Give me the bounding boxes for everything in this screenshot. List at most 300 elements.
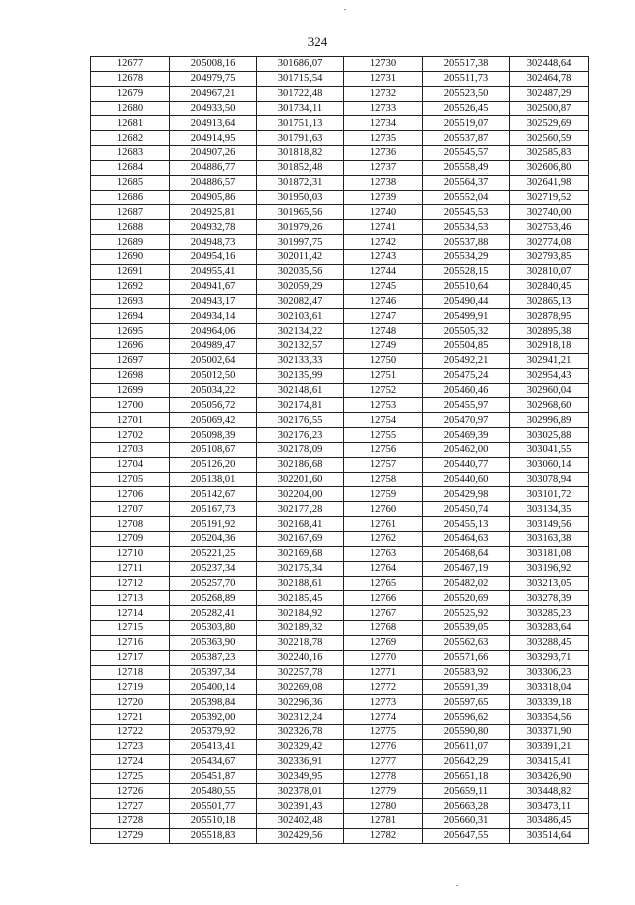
x-coordinate-cell: 205221,25 bbox=[170, 546, 257, 561]
point-number-cell: 12699 bbox=[91, 383, 170, 398]
point-number-cell: 12681 bbox=[91, 116, 170, 131]
y-coordinate-cell: 302189,32 bbox=[257, 621, 344, 636]
point-number-cell: 12729 bbox=[91, 828, 170, 843]
table-row bbox=[91, 561, 589, 576]
x-coordinate-cell: 205012,50 bbox=[170, 368, 257, 383]
y-coordinate-cell: 302204,00 bbox=[257, 487, 344, 502]
y-coordinate-cell: 302133,33 bbox=[257, 353, 344, 368]
table-row bbox=[91, 710, 589, 725]
y-coordinate-cell: 302941,21 bbox=[510, 353, 589, 368]
x-coordinate-cell: 205440,77 bbox=[423, 457, 510, 472]
table-row bbox=[91, 279, 589, 294]
point-number-cell: 12684 bbox=[91, 160, 170, 175]
y-coordinate-cell: 302560,59 bbox=[510, 131, 589, 146]
y-coordinate-cell: 303306,23 bbox=[510, 665, 589, 680]
y-coordinate-cell: 303293,71 bbox=[510, 650, 589, 665]
table-row bbox=[91, 502, 589, 517]
point-number-cell: 12737 bbox=[344, 160, 423, 175]
point-number-cell: 12721 bbox=[91, 710, 170, 725]
point-number-cell: 12765 bbox=[344, 576, 423, 591]
y-coordinate-cell: 303426,90 bbox=[510, 769, 589, 784]
table-row bbox=[91, 71, 589, 86]
y-coordinate-cell: 302641,98 bbox=[510, 175, 589, 190]
x-coordinate-cell: 205492,21 bbox=[423, 353, 510, 368]
table-row bbox=[91, 160, 589, 175]
x-coordinate-cell: 205469,39 bbox=[423, 428, 510, 443]
y-coordinate-cell: 303163,38 bbox=[510, 532, 589, 547]
y-coordinate-cell: 302585,83 bbox=[510, 146, 589, 161]
x-coordinate-cell: 205475,24 bbox=[423, 368, 510, 383]
x-coordinate-cell: 205462,00 bbox=[423, 442, 510, 457]
point-number-cell: 12781 bbox=[344, 814, 423, 829]
coordinates-table bbox=[90, 56, 589, 844]
point-number-cell: 12772 bbox=[344, 680, 423, 695]
point-number-cell: 12731 bbox=[344, 71, 423, 86]
y-coordinate-cell: 303448,82 bbox=[510, 784, 589, 799]
table-row bbox=[91, 57, 589, 72]
x-coordinate-cell: 205379,92 bbox=[170, 724, 257, 739]
x-coordinate-cell: 204964,06 bbox=[170, 324, 257, 339]
y-coordinate-cell: 302269,08 bbox=[257, 680, 344, 695]
y-coordinate-cell: 302448,64 bbox=[510, 57, 589, 72]
x-coordinate-cell: 205440,60 bbox=[423, 472, 510, 487]
x-coordinate-cell: 205518,83 bbox=[170, 828, 257, 843]
table-row bbox=[91, 190, 589, 205]
x-coordinate-cell: 205505,32 bbox=[423, 324, 510, 339]
y-coordinate-cell: 303196,92 bbox=[510, 561, 589, 576]
x-coordinate-cell: 205098,39 bbox=[170, 428, 257, 443]
point-number-cell: 12761 bbox=[344, 517, 423, 532]
point-number-cell: 12776 bbox=[344, 739, 423, 754]
table-row bbox=[91, 205, 589, 220]
x-coordinate-cell: 205303,80 bbox=[170, 621, 257, 636]
point-number-cell: 12764 bbox=[344, 561, 423, 576]
point-number-cell: 12743 bbox=[344, 249, 423, 264]
point-number-cell: 12720 bbox=[91, 695, 170, 710]
y-coordinate-cell: 302895,38 bbox=[510, 324, 589, 339]
point-number-cell: 12744 bbox=[344, 264, 423, 279]
page-number: 324 bbox=[307, 34, 328, 49]
point-number-cell: 12782 bbox=[344, 828, 423, 843]
y-coordinate-cell: 302793,85 bbox=[510, 249, 589, 264]
x-coordinate-cell: 205464,63 bbox=[423, 532, 510, 547]
y-coordinate-cell: 302954,43 bbox=[510, 368, 589, 383]
y-coordinate-cell: 302168,41 bbox=[257, 517, 344, 532]
table-row bbox=[91, 532, 589, 547]
y-coordinate-cell: 301852,48 bbox=[257, 160, 344, 175]
y-coordinate-cell: 302218,78 bbox=[257, 635, 344, 650]
y-coordinate-cell: 302740,00 bbox=[510, 205, 589, 220]
point-number-cell: 12712 bbox=[91, 576, 170, 591]
y-coordinate-cell: 303285,23 bbox=[510, 606, 589, 621]
point-number-cell: 12718 bbox=[91, 665, 170, 680]
point-number-cell: 12698 bbox=[91, 368, 170, 383]
x-coordinate-cell: 205069,42 bbox=[170, 413, 257, 428]
x-coordinate-cell: 205400,14 bbox=[170, 680, 257, 695]
point-number-cell: 12691 bbox=[91, 264, 170, 279]
table-row bbox=[91, 754, 589, 769]
x-coordinate-cell: 205429,98 bbox=[423, 487, 510, 502]
point-number-cell: 12703 bbox=[91, 442, 170, 457]
table-row bbox=[91, 383, 589, 398]
y-coordinate-cell: 302500,87 bbox=[510, 101, 589, 116]
table-row bbox=[91, 591, 589, 606]
point-number-cell: 12768 bbox=[344, 621, 423, 636]
table-row bbox=[91, 413, 589, 428]
point-number-cell: 12685 bbox=[91, 175, 170, 190]
y-coordinate-cell: 302257,78 bbox=[257, 665, 344, 680]
y-coordinate-cell: 302391,43 bbox=[257, 799, 344, 814]
coordinates-table-body bbox=[91, 57, 589, 844]
y-coordinate-cell: 302103,61 bbox=[257, 309, 344, 324]
point-number-cell: 12726 bbox=[91, 784, 170, 799]
y-coordinate-cell: 303181,08 bbox=[510, 546, 589, 561]
y-coordinate-cell: 302774,08 bbox=[510, 235, 589, 250]
point-number-cell: 12759 bbox=[344, 487, 423, 502]
y-coordinate-cell: 303078,94 bbox=[510, 472, 589, 487]
y-coordinate-cell: 303149,56 bbox=[510, 517, 589, 532]
y-coordinate-cell: 302240,16 bbox=[257, 650, 344, 665]
table-row bbox=[91, 695, 589, 710]
table-row bbox=[91, 398, 589, 413]
point-number-cell: 12775 bbox=[344, 724, 423, 739]
x-coordinate-cell: 205451,87 bbox=[170, 769, 257, 784]
x-coordinate-cell: 205480,55 bbox=[170, 784, 257, 799]
point-number-cell: 12748 bbox=[344, 324, 423, 339]
point-number-cell: 12723 bbox=[91, 739, 170, 754]
y-coordinate-cell: 303134,35 bbox=[510, 502, 589, 517]
y-coordinate-cell: 302918,18 bbox=[510, 339, 589, 354]
x-coordinate-cell: 205138,01 bbox=[170, 472, 257, 487]
point-number-cell: 12741 bbox=[344, 220, 423, 235]
y-coordinate-cell: 303473,11 bbox=[510, 799, 589, 814]
y-coordinate-cell: 301965,56 bbox=[257, 205, 344, 220]
x-coordinate-cell: 205467,19 bbox=[423, 561, 510, 576]
point-number-cell: 12716 bbox=[91, 635, 170, 650]
x-coordinate-cell: 205525,92 bbox=[423, 606, 510, 621]
x-coordinate-cell: 205510,18 bbox=[170, 814, 257, 829]
y-coordinate-cell: 302529,69 bbox=[510, 116, 589, 131]
x-coordinate-cell: 204925,81 bbox=[170, 205, 257, 220]
point-number-cell: 12751 bbox=[344, 368, 423, 383]
point-number-cell: 12734 bbox=[344, 116, 423, 131]
y-coordinate-cell: 302840,45 bbox=[510, 279, 589, 294]
point-number-cell: 12730 bbox=[344, 57, 423, 72]
y-coordinate-cell: 303278,39 bbox=[510, 591, 589, 606]
x-coordinate-cell: 205534,53 bbox=[423, 220, 510, 235]
point-number-cell: 12771 bbox=[344, 665, 423, 680]
y-coordinate-cell: 303371,90 bbox=[510, 724, 589, 739]
table-row bbox=[91, 175, 589, 190]
x-coordinate-cell: 204954,16 bbox=[170, 249, 257, 264]
y-coordinate-cell: 303354,56 bbox=[510, 710, 589, 725]
table-row bbox=[91, 546, 589, 561]
x-coordinate-cell: 205539,05 bbox=[423, 621, 510, 636]
x-coordinate-cell: 205642,29 bbox=[423, 754, 510, 769]
point-number-cell: 12701 bbox=[91, 413, 170, 428]
y-coordinate-cell: 301950,03 bbox=[257, 190, 344, 205]
point-number-cell: 12755 bbox=[344, 428, 423, 443]
y-coordinate-cell: 302135,99 bbox=[257, 368, 344, 383]
point-number-cell: 12778 bbox=[344, 769, 423, 784]
table-row bbox=[91, 799, 589, 814]
y-coordinate-cell: 302082,47 bbox=[257, 294, 344, 309]
y-coordinate-cell: 302464,78 bbox=[510, 71, 589, 86]
y-coordinate-cell: 302996,89 bbox=[510, 413, 589, 428]
x-coordinate-cell: 205590,80 bbox=[423, 724, 510, 739]
y-coordinate-cell: 302059,29 bbox=[257, 279, 344, 294]
table-row bbox=[91, 353, 589, 368]
point-number-cell: 12693 bbox=[91, 294, 170, 309]
point-number-cell: 12735 bbox=[344, 131, 423, 146]
y-coordinate-cell: 303514,64 bbox=[510, 828, 589, 843]
y-coordinate-cell: 302176,55 bbox=[257, 413, 344, 428]
table-row bbox=[91, 606, 589, 621]
y-coordinate-cell: 302336,91 bbox=[257, 754, 344, 769]
y-coordinate-cell: 303318,04 bbox=[510, 680, 589, 695]
x-coordinate-cell: 205482,02 bbox=[423, 576, 510, 591]
point-number-cell: 12689 bbox=[91, 235, 170, 250]
point-number-cell: 12683 bbox=[91, 146, 170, 161]
x-coordinate-cell: 205663,28 bbox=[423, 799, 510, 814]
y-coordinate-cell: 301872,31 bbox=[257, 175, 344, 190]
scan-speck bbox=[456, 885, 458, 886]
x-coordinate-cell: 205519,07 bbox=[423, 116, 510, 131]
point-number-cell: 12682 bbox=[91, 131, 170, 146]
y-coordinate-cell: 303025,88 bbox=[510, 428, 589, 443]
x-coordinate-cell: 205257,70 bbox=[170, 576, 257, 591]
x-coordinate-cell: 205363,90 bbox=[170, 635, 257, 650]
table-row bbox=[91, 368, 589, 383]
x-coordinate-cell: 204905,86 bbox=[170, 190, 257, 205]
point-number-cell: 12722 bbox=[91, 724, 170, 739]
table-row bbox=[91, 769, 589, 784]
point-number-cell: 12680 bbox=[91, 101, 170, 116]
x-coordinate-cell: 205571,66 bbox=[423, 650, 510, 665]
y-coordinate-cell: 301818,82 bbox=[257, 146, 344, 161]
point-number-cell: 12705 bbox=[91, 472, 170, 487]
y-coordinate-cell: 302167,69 bbox=[257, 532, 344, 547]
x-coordinate-cell: 205470,97 bbox=[423, 413, 510, 428]
table-row bbox=[91, 309, 589, 324]
y-coordinate-cell: 301791,63 bbox=[257, 131, 344, 146]
table-row bbox=[91, 442, 589, 457]
y-coordinate-cell: 302148,61 bbox=[257, 383, 344, 398]
x-coordinate-cell: 205517,38 bbox=[423, 57, 510, 72]
y-coordinate-cell: 302349,95 bbox=[257, 769, 344, 784]
y-coordinate-cell: 303060,14 bbox=[510, 457, 589, 472]
y-coordinate-cell: 302174,81 bbox=[257, 398, 344, 413]
y-coordinate-cell: 303339,18 bbox=[510, 695, 589, 710]
x-coordinate-cell: 205434,67 bbox=[170, 754, 257, 769]
table-row bbox=[91, 294, 589, 309]
x-coordinate-cell: 205596,62 bbox=[423, 710, 510, 725]
point-number-cell: 12732 bbox=[344, 86, 423, 101]
x-coordinate-cell: 205523,50 bbox=[423, 86, 510, 101]
point-number-cell: 12728 bbox=[91, 814, 170, 829]
x-coordinate-cell: 205510,64 bbox=[423, 279, 510, 294]
point-number-cell: 12742 bbox=[344, 235, 423, 250]
point-number-cell: 12747 bbox=[344, 309, 423, 324]
y-coordinate-cell: 301722,48 bbox=[257, 86, 344, 101]
point-number-cell: 12710 bbox=[91, 546, 170, 561]
point-number-cell: 12678 bbox=[91, 71, 170, 86]
table-row bbox=[91, 487, 589, 502]
x-coordinate-cell: 205528,15 bbox=[423, 264, 510, 279]
y-coordinate-cell: 302185,45 bbox=[257, 591, 344, 606]
point-number-cell: 12695 bbox=[91, 324, 170, 339]
table-row bbox=[91, 828, 589, 843]
table-row bbox=[91, 472, 589, 487]
point-number-cell: 12752 bbox=[344, 383, 423, 398]
y-coordinate-cell: 302175,34 bbox=[257, 561, 344, 576]
point-number-cell: 12749 bbox=[344, 339, 423, 354]
x-coordinate-cell: 205558,49 bbox=[423, 160, 510, 175]
x-coordinate-cell: 205204,36 bbox=[170, 532, 257, 547]
point-number-cell: 12686 bbox=[91, 190, 170, 205]
x-coordinate-cell: 204943,17 bbox=[170, 294, 257, 309]
point-number-cell: 12709 bbox=[91, 532, 170, 547]
y-coordinate-cell: 302177,28 bbox=[257, 502, 344, 517]
x-coordinate-cell: 205537,88 bbox=[423, 235, 510, 250]
y-coordinate-cell: 302429,56 bbox=[257, 828, 344, 843]
x-coordinate-cell: 205056,72 bbox=[170, 398, 257, 413]
point-number-cell: 12679 bbox=[91, 86, 170, 101]
y-coordinate-cell: 302134,22 bbox=[257, 324, 344, 339]
point-number-cell: 12708 bbox=[91, 517, 170, 532]
x-coordinate-cell: 204979,75 bbox=[170, 71, 257, 86]
x-coordinate-cell: 205501,77 bbox=[170, 799, 257, 814]
x-coordinate-cell: 205499,91 bbox=[423, 309, 510, 324]
y-coordinate-cell: 302378,01 bbox=[257, 784, 344, 799]
x-coordinate-cell: 205455,13 bbox=[423, 517, 510, 532]
y-coordinate-cell: 303486,45 bbox=[510, 814, 589, 829]
y-coordinate-cell: 302719,52 bbox=[510, 190, 589, 205]
table-row bbox=[91, 517, 589, 532]
x-coordinate-cell: 205108,67 bbox=[170, 442, 257, 457]
x-coordinate-cell: 205460,46 bbox=[423, 383, 510, 398]
x-coordinate-cell: 205034,22 bbox=[170, 383, 257, 398]
y-coordinate-cell: 301751,13 bbox=[257, 116, 344, 131]
point-number-cell: 12780 bbox=[344, 799, 423, 814]
point-number-cell: 12715 bbox=[91, 621, 170, 636]
point-number-cell: 12714 bbox=[91, 606, 170, 621]
point-number-cell: 12687 bbox=[91, 205, 170, 220]
point-number-cell: 12717 bbox=[91, 650, 170, 665]
x-coordinate-cell: 204932,78 bbox=[170, 220, 257, 235]
point-number-cell: 12769 bbox=[344, 635, 423, 650]
x-coordinate-cell: 205651,18 bbox=[423, 769, 510, 784]
x-coordinate-cell: 205583,92 bbox=[423, 665, 510, 680]
y-coordinate-cell: 303101,72 bbox=[510, 487, 589, 502]
table-row bbox=[91, 635, 589, 650]
point-number-cell: 12694 bbox=[91, 309, 170, 324]
y-coordinate-cell: 301997,75 bbox=[257, 235, 344, 250]
x-coordinate-cell: 205126,20 bbox=[170, 457, 257, 472]
y-coordinate-cell: 302606,80 bbox=[510, 160, 589, 175]
y-coordinate-cell: 302878,95 bbox=[510, 309, 589, 324]
x-coordinate-cell: 205545,53 bbox=[423, 205, 510, 220]
x-coordinate-cell: 205397,34 bbox=[170, 665, 257, 680]
x-coordinate-cell: 205398,84 bbox=[170, 695, 257, 710]
x-coordinate-cell: 205526,45 bbox=[423, 101, 510, 116]
y-coordinate-cell: 301979,26 bbox=[257, 220, 344, 235]
x-coordinate-cell: 205387,23 bbox=[170, 650, 257, 665]
y-coordinate-cell: 302035,56 bbox=[257, 264, 344, 279]
table-row bbox=[91, 324, 589, 339]
x-coordinate-cell: 205611,07 bbox=[423, 739, 510, 754]
y-coordinate-cell: 302810,07 bbox=[510, 264, 589, 279]
x-coordinate-cell: 205413,41 bbox=[170, 739, 257, 754]
point-number-cell: 12711 bbox=[91, 561, 170, 576]
y-coordinate-cell: 301686,07 bbox=[257, 57, 344, 72]
point-number-cell: 12767 bbox=[344, 606, 423, 621]
y-coordinate-cell: 302176,23 bbox=[257, 428, 344, 443]
x-coordinate-cell: 204886,77 bbox=[170, 160, 257, 175]
y-coordinate-cell: 302865,13 bbox=[510, 294, 589, 309]
table-row bbox=[91, 814, 589, 829]
table-row bbox=[91, 131, 589, 146]
x-coordinate-cell: 205490,44 bbox=[423, 294, 510, 309]
x-coordinate-cell: 205008,16 bbox=[170, 57, 257, 72]
y-coordinate-cell: 303415,41 bbox=[510, 754, 589, 769]
point-number-cell: 12692 bbox=[91, 279, 170, 294]
x-coordinate-cell: 204913,64 bbox=[170, 116, 257, 131]
table-row bbox=[91, 650, 589, 665]
x-coordinate-cell: 205282,41 bbox=[170, 606, 257, 621]
y-coordinate-cell: 301715,54 bbox=[257, 71, 344, 86]
y-coordinate-cell: 302312,24 bbox=[257, 710, 344, 725]
point-number-cell: 12702 bbox=[91, 428, 170, 443]
point-number-cell: 12779 bbox=[344, 784, 423, 799]
point-number-cell: 12754 bbox=[344, 413, 423, 428]
y-coordinate-cell: 302487,29 bbox=[510, 86, 589, 101]
y-coordinate-cell: 301734,11 bbox=[257, 101, 344, 116]
y-coordinate-cell: 302132,57 bbox=[257, 339, 344, 354]
y-coordinate-cell: 302753,46 bbox=[510, 220, 589, 235]
table-row bbox=[91, 220, 589, 235]
y-coordinate-cell: 302188,61 bbox=[257, 576, 344, 591]
x-coordinate-cell: 205450,74 bbox=[423, 502, 510, 517]
x-coordinate-cell: 205142,67 bbox=[170, 487, 257, 502]
point-number-cell: 12774 bbox=[344, 710, 423, 725]
point-number-cell: 12690 bbox=[91, 249, 170, 264]
table-row bbox=[91, 784, 589, 799]
point-number-cell: 12758 bbox=[344, 472, 423, 487]
point-number-cell: 12766 bbox=[344, 591, 423, 606]
point-number-cell: 12700 bbox=[91, 398, 170, 413]
point-number-cell: 12739 bbox=[344, 190, 423, 205]
table-row bbox=[91, 86, 589, 101]
point-number-cell: 12740 bbox=[344, 205, 423, 220]
y-coordinate-cell: 303288,45 bbox=[510, 635, 589, 650]
point-number-cell: 12762 bbox=[344, 532, 423, 547]
x-coordinate-cell: 205552,04 bbox=[423, 190, 510, 205]
y-coordinate-cell: 303213,05 bbox=[510, 576, 589, 591]
x-coordinate-cell: 204967,21 bbox=[170, 86, 257, 101]
point-number-cell: 12736 bbox=[344, 146, 423, 161]
point-number-cell: 12773 bbox=[344, 695, 423, 710]
table-row bbox=[91, 101, 589, 116]
table-row bbox=[91, 621, 589, 636]
x-coordinate-cell: 204989,47 bbox=[170, 339, 257, 354]
point-number-cell: 12688 bbox=[91, 220, 170, 235]
y-coordinate-cell: 302960,04 bbox=[510, 383, 589, 398]
table-row bbox=[91, 116, 589, 131]
point-number-cell: 12713 bbox=[91, 591, 170, 606]
x-coordinate-cell: 205002,64 bbox=[170, 353, 257, 368]
table-row bbox=[91, 724, 589, 739]
